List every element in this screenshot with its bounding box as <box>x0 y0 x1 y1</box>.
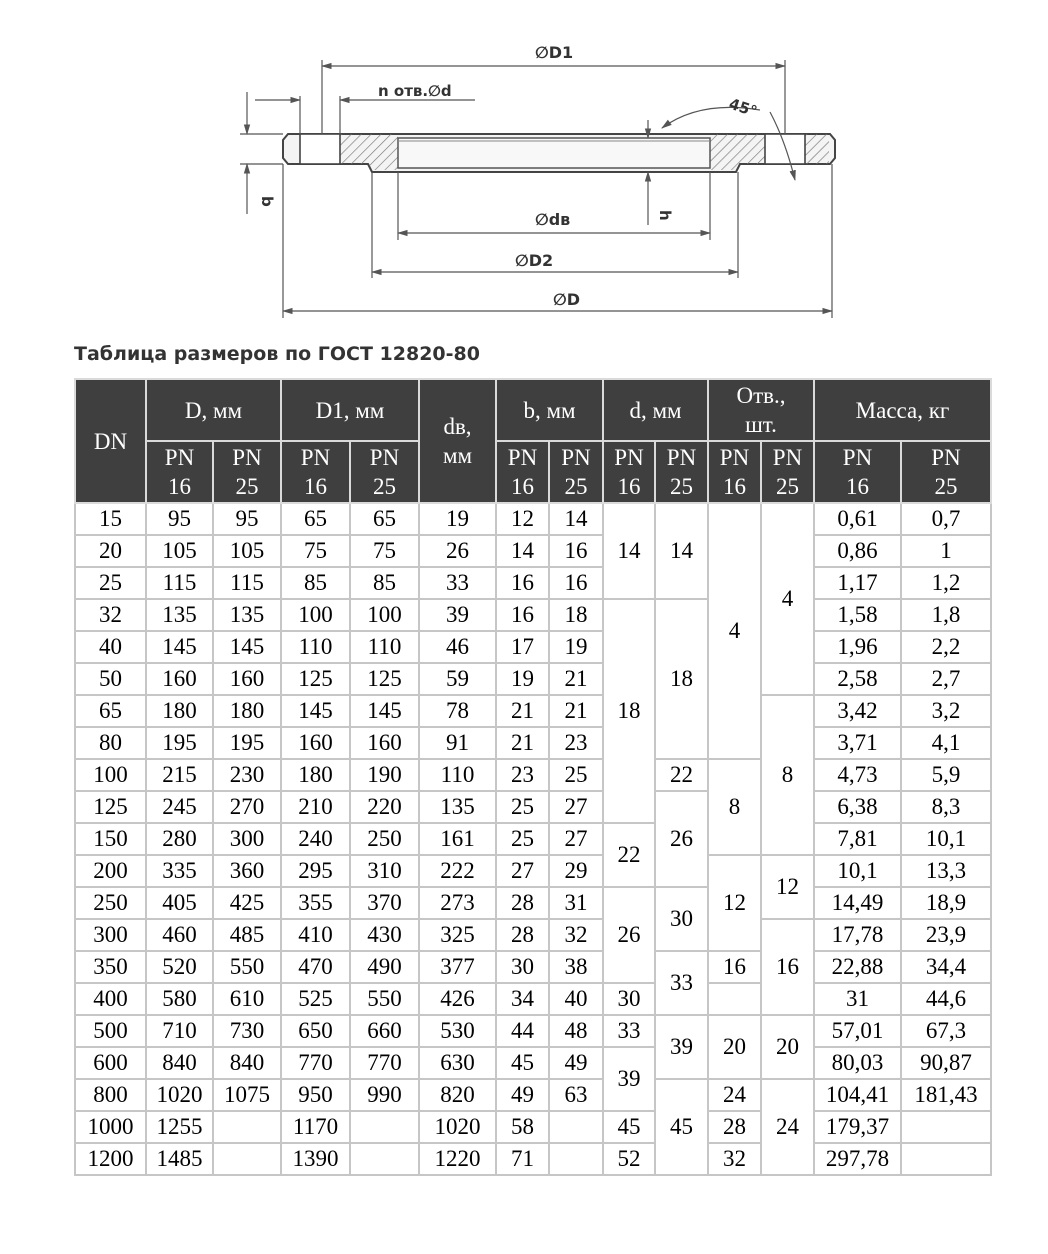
table-cell: 110 <box>281 631 350 663</box>
table-cell: 10,1 <box>901 823 991 855</box>
table-cell: 19 <box>549 631 603 663</box>
table-cell: 520 <box>146 951 213 983</box>
table-cell: 5,9 <box>901 759 991 791</box>
table-cell: 135 <box>213 599 281 631</box>
table-cell: 25 <box>496 823 549 855</box>
table-cell: 1255 <box>146 1111 213 1143</box>
table-cell: 1390 <box>281 1143 350 1175</box>
table-row <box>75 951 991 983</box>
table-title: Таблица размеров по ГОСТ 12820-80 <box>74 343 480 365</box>
table-cell: 230 <box>213 759 281 791</box>
table-cell: 34,4 <box>901 951 991 983</box>
table-cell: 490 <box>350 951 419 983</box>
merged-cell: 18 <box>603 599 655 823</box>
table-cell <box>350 1111 419 1143</box>
table-cell: 1,8 <box>901 599 991 631</box>
table-cell: 14,49 <box>814 887 901 919</box>
table-row <box>75 567 991 599</box>
table-cell: 40 <box>75 631 146 663</box>
table-cell: 180 <box>281 759 350 791</box>
header-dn: DN <box>75 379 146 503</box>
table-cell: 10,1 <box>814 855 901 887</box>
table-cell: 426 <box>419 983 496 1015</box>
table-cell: 65 <box>281 503 350 535</box>
table-cell: 1170 <box>281 1111 350 1143</box>
table-cell: 135 <box>419 791 496 823</box>
table-cell: 1,2 <box>901 567 991 599</box>
table-cell <box>213 1143 281 1175</box>
table-cell: 26 <box>419 535 496 567</box>
merged-cell: 32 <box>708 1143 761 1175</box>
table-cell: 33 <box>419 567 496 599</box>
table-cell: 110 <box>419 759 496 791</box>
table-cell: 67,3 <box>901 1015 991 1047</box>
table-cell: 16 <box>496 567 549 599</box>
table-cell: 65 <box>350 503 419 535</box>
table-cell: 145 <box>281 695 350 727</box>
table-cell: 39 <box>419 599 496 631</box>
table-cell: 19 <box>419 503 496 535</box>
flange-section <box>283 134 835 172</box>
table-cell: 25 <box>496 791 549 823</box>
table-cell: 0,86 <box>814 535 901 567</box>
table-row <box>75 1143 991 1175</box>
table-cell: 410 <box>281 919 350 951</box>
table-cell: 7,81 <box>814 823 901 855</box>
merged-cell: 22 <box>603 823 655 887</box>
table-cell: 30 <box>496 951 549 983</box>
merged-cell: 33 <box>603 1015 655 1047</box>
table-cell: 220 <box>350 791 419 823</box>
table-cell: 65 <box>75 695 146 727</box>
table-cell: 950 <box>281 1079 350 1111</box>
table-row <box>75 983 991 1015</box>
table-cell: 215 <box>146 759 213 791</box>
merged-cell: 24 <box>708 1079 761 1111</box>
table-cell: 3,2 <box>901 695 991 727</box>
table-cell: 200 <box>75 855 146 887</box>
header-pn-25: PN 25 <box>761 441 814 503</box>
table-cell: 48 <box>549 1015 603 1047</box>
merged-cell: 33 <box>655 951 708 1015</box>
table-cell: 28 <box>496 887 549 919</box>
merged-cell: 16 <box>708 951 761 983</box>
table-cell: 400 <box>75 983 146 1015</box>
table-cell: 300 <box>75 919 146 951</box>
bore <box>398 138 710 168</box>
table-cell: 297,78 <box>814 1143 901 1175</box>
table-cell: 15 <box>75 503 146 535</box>
merged-cell: 45 <box>603 1111 655 1143</box>
table-cell: 21 <box>549 663 603 695</box>
table-cell: 1,96 <box>814 631 901 663</box>
table-cell: 23 <box>496 759 549 791</box>
table-cell: 1020 <box>419 1111 496 1143</box>
label-d1: ∅D1 <box>535 43 574 62</box>
table-cell: 3,71 <box>814 727 901 759</box>
table-cell: 273 <box>419 887 496 919</box>
table-row <box>75 503 991 535</box>
table-cell: 27 <box>549 791 603 823</box>
table-cell: 46 <box>419 631 496 663</box>
table-cell: 25 <box>75 567 146 599</box>
table-cell: 75 <box>281 535 350 567</box>
table-cell: 660 <box>350 1015 419 1047</box>
table-cell: 27 <box>549 823 603 855</box>
table-cell: 49 <box>549 1047 603 1079</box>
table-cell: 95 <box>213 503 281 535</box>
merged-cell: 18 <box>655 599 708 759</box>
table-cell: 840 <box>146 1047 213 1079</box>
merged-cell: 12 <box>761 855 814 919</box>
table-cell: 1000 <box>75 1111 146 1143</box>
table-cell: 335 <box>146 855 213 887</box>
table-cell: 179,37 <box>814 1111 901 1143</box>
table-cell: 27 <box>496 855 549 887</box>
table-cell: 2,58 <box>814 663 901 695</box>
merged-cell: 20 <box>761 1015 814 1079</box>
merged-cell: 14 <box>603 503 655 599</box>
table-cell: 2,2 <box>901 631 991 663</box>
table-cell: 91 <box>419 727 496 759</box>
flange-drawing <box>0 0 1048 340</box>
table-cell: 240 <box>281 823 350 855</box>
table-cell: 21 <box>496 727 549 759</box>
table-row <box>75 695 991 727</box>
table-cell: 18 <box>549 599 603 631</box>
table-cell: 34 <box>496 983 549 1015</box>
table-cell: 360 <box>213 855 281 887</box>
table-row <box>75 1111 991 1143</box>
header-mass: Масса, кг <box>814 379 991 441</box>
table-cell: 4,73 <box>814 759 901 791</box>
header-pn-16: PN 16 <box>496 441 549 503</box>
table-cell: 990 <box>350 1079 419 1111</box>
table-cell: 71 <box>496 1143 549 1175</box>
table-cell: 13,3 <box>901 855 991 887</box>
label-angle: 45° <box>726 94 760 121</box>
table-cell <box>549 1143 603 1175</box>
table-cell: 405 <box>146 887 213 919</box>
table-cell: 115 <box>146 567 213 599</box>
merged-cell: 30 <box>655 887 708 951</box>
table-cell: 49 <box>496 1079 549 1111</box>
table-cell: 1485 <box>146 1143 213 1175</box>
table-cell: 0,7 <box>901 503 991 535</box>
table-cell: 145 <box>146 631 213 663</box>
table-cell: 19 <box>496 663 549 695</box>
table-cell: 16 <box>549 535 603 567</box>
table-cell: 600 <box>75 1047 146 1079</box>
table-cell: 32 <box>75 599 146 631</box>
table-cell: 21 <box>549 695 603 727</box>
table-cell: 470 <box>281 951 350 983</box>
header-pn-16: PN 16 <box>281 441 350 503</box>
header-pn-25: PN 25 <box>901 441 991 503</box>
table-cell: 710 <box>146 1015 213 1047</box>
table-cell: 580 <box>146 983 213 1015</box>
table-cell: 75 <box>350 535 419 567</box>
table-cell: 325 <box>419 919 496 951</box>
table-cell: 820 <box>419 1079 496 1111</box>
table-cell: 160 <box>213 663 281 695</box>
table-cell: 485 <box>213 919 281 951</box>
merged-cell: 14 <box>655 503 708 599</box>
table-cell: 1020 <box>146 1079 213 1111</box>
table-cell: 28 <box>496 919 549 951</box>
header-b: b, мм <box>496 379 603 441</box>
table-cell: 222 <box>419 855 496 887</box>
table-cell <box>549 1111 603 1143</box>
table-cell: 6,38 <box>814 791 901 823</box>
table-cell: 730 <box>213 1015 281 1047</box>
table-row <box>75 599 991 631</box>
merged-cell: 45 <box>655 1079 708 1175</box>
table-cell: 2,7 <box>901 663 991 695</box>
merged-cell: 30 <box>603 983 655 1015</box>
table-cell: 115 <box>213 567 281 599</box>
table-cell: 295 <box>281 855 350 887</box>
table-cell: 430 <box>350 919 419 951</box>
table-row <box>75 727 991 759</box>
merged-cell: 52 <box>603 1143 655 1175</box>
table-cell: 1,58 <box>814 599 901 631</box>
label-holes: n отв.∅d <box>378 82 452 100</box>
table-cell: 145 <box>213 631 281 663</box>
label-h: h <box>656 210 674 221</box>
merged-cell: 4 <box>708 503 761 759</box>
table-cell: 245 <box>146 791 213 823</box>
table-cell: 160 <box>146 663 213 695</box>
table-row <box>75 919 991 951</box>
table-cell: 110 <box>350 631 419 663</box>
table-cell <box>901 1143 991 1175</box>
table-cell: 23,9 <box>901 919 991 951</box>
table-cell: 500 <box>75 1015 146 1047</box>
table-cell: 840 <box>213 1047 281 1079</box>
dimensions-table <box>74 378 992 1176</box>
table-cell: 550 <box>350 983 419 1015</box>
table-cell: 80,03 <box>814 1047 901 1079</box>
header-pn-25: PN 25 <box>213 441 281 503</box>
table-cell: 160 <box>350 727 419 759</box>
table-cell: 22,88 <box>814 951 901 983</box>
table-cell: 17 <box>496 631 549 663</box>
table-cell: 377 <box>419 951 496 983</box>
table-cell: 16 <box>549 567 603 599</box>
header-pn-25: PN 25 <box>549 441 603 503</box>
table-cell: 4,1 <box>901 727 991 759</box>
merged-cell: 26 <box>655 791 708 887</box>
merged-cell: 28 <box>708 1111 761 1143</box>
table-cell: 29 <box>549 855 603 887</box>
table-cell: 180 <box>213 695 281 727</box>
table-row <box>75 1079 991 1111</box>
merged-cell: 39 <box>603 1047 655 1111</box>
table-cell: 135 <box>146 599 213 631</box>
table-cell: 21 <box>496 695 549 727</box>
table-cell: 125 <box>350 663 419 695</box>
merged-cell: 39 <box>655 1015 708 1079</box>
table-cell: 105 <box>213 535 281 567</box>
table-cell: 80 <box>75 727 146 759</box>
table-cell: 370 <box>350 887 419 919</box>
table-cell: 57,01 <box>814 1015 901 1047</box>
merged-cell: 26 <box>603 887 655 983</box>
table-cell: 44,6 <box>901 983 991 1015</box>
table-cell: 650 <box>281 1015 350 1047</box>
table-cell: 125 <box>75 791 146 823</box>
table-cell: 20 <box>75 535 146 567</box>
merged-cell <box>708 983 761 1015</box>
table-cell: 195 <box>146 727 213 759</box>
table-cell: 95 <box>146 503 213 535</box>
table-cell: 8,3 <box>901 791 991 823</box>
table-row <box>75 855 991 887</box>
table-cell: 210 <box>281 791 350 823</box>
table-cell: 25 <box>549 759 603 791</box>
table-cell: 530 <box>419 1015 496 1047</box>
bolt-hole-right <box>765 134 805 164</box>
table-cell: 31 <box>814 983 901 1015</box>
table-row <box>75 1015 991 1047</box>
table-cell: 85 <box>350 567 419 599</box>
table-cell: 18,9 <box>901 887 991 919</box>
table-cell: 350 <box>75 951 146 983</box>
table-cell: 59 <box>419 663 496 695</box>
table-cell: 300 <box>213 823 281 855</box>
header-pn-16: PN 16 <box>146 441 213 503</box>
table-cell: 280 <box>146 823 213 855</box>
table-cell: 1,17 <box>814 567 901 599</box>
table-cell: 190 <box>350 759 419 791</box>
table-cell: 100 <box>281 599 350 631</box>
table-cell: 1 <box>901 535 991 567</box>
table-cell: 610 <box>213 983 281 1015</box>
table-cell: 14 <box>496 535 549 567</box>
table-cell: 800 <box>75 1079 146 1111</box>
table-cell: 195 <box>213 727 281 759</box>
header-pn-16: PN 16 <box>814 441 901 503</box>
table-cell: 270 <box>213 791 281 823</box>
table-row <box>75 791 991 823</box>
table-cell: 45 <box>496 1047 549 1079</box>
table-cell: 16 <box>496 599 549 631</box>
table-cell: 161 <box>419 823 496 855</box>
merged-cell: 22 <box>655 759 708 791</box>
table-cell: 31 <box>549 887 603 919</box>
table-cell: 125 <box>281 663 350 695</box>
table-cell: 181,43 <box>901 1079 991 1111</box>
merged-cell: 20 <box>708 1015 761 1079</box>
header-pn-25: PN 25 <box>350 441 419 503</box>
table-cell: 0,61 <box>814 503 901 535</box>
table-cell: 105 <box>146 535 213 567</box>
merged-cell: 8 <box>708 759 761 855</box>
table-cell: 1200 <box>75 1143 146 1175</box>
table-cell: 525 <box>281 983 350 1015</box>
merged-cell: 24 <box>761 1079 814 1175</box>
table-cell: 770 <box>281 1047 350 1079</box>
table-cell: 17,78 <box>814 919 901 951</box>
label-d: ∅D <box>553 290 580 309</box>
table-cell: 1220 <box>419 1143 496 1175</box>
header-pn-16: PN 16 <box>603 441 655 503</box>
table-cell: 150 <box>75 823 146 855</box>
table-cell <box>901 1111 991 1143</box>
table-row <box>75 1047 991 1079</box>
table-cell: 23 <box>549 727 603 759</box>
table-cell: 32 <box>549 919 603 951</box>
table-row <box>75 823 991 855</box>
table-cell: 460 <box>146 919 213 951</box>
table-cell: 250 <box>75 887 146 919</box>
table-row <box>75 759 991 791</box>
table-cell: 100 <box>350 599 419 631</box>
table-cell: 250 <box>350 823 419 855</box>
table-cell: 145 <box>350 695 419 727</box>
header-holes: Отв., шт. <box>708 379 814 441</box>
table-cell: 160 <box>281 727 350 759</box>
table-cell: 630 <box>419 1047 496 1079</box>
table-cell <box>350 1143 419 1175</box>
label-b: b <box>258 196 276 207</box>
header-pn-16: PN 16 <box>708 441 761 503</box>
table-cell: 355 <box>281 887 350 919</box>
table-row <box>75 631 991 663</box>
table-cell: 100 <box>75 759 146 791</box>
table-cell: 50 <box>75 663 146 695</box>
header-d: D, мм <box>146 379 281 441</box>
table-cell: 770 <box>350 1047 419 1079</box>
table-cell: 1075 <box>213 1079 281 1111</box>
header-d-holes: d, мм <box>603 379 708 441</box>
header-d1: D1, мм <box>281 379 419 441</box>
table-cell: 44 <box>496 1015 549 1047</box>
table-cell: 58 <box>496 1111 549 1143</box>
table-cell: 63 <box>549 1079 603 1111</box>
table-row <box>75 663 991 695</box>
merged-cell: 8 <box>761 695 814 855</box>
header-dv: dв, мм <box>419 379 496 503</box>
table-cell: 12 <box>496 503 549 535</box>
table-cell: 550 <box>213 951 281 983</box>
header-pn-25: PN 25 <box>655 441 708 503</box>
table-row <box>75 535 991 567</box>
merged-cell: 4 <box>761 503 814 695</box>
table-cell: 425 <box>213 887 281 919</box>
table-cell: 104,41 <box>814 1079 901 1111</box>
table-cell: 3,42 <box>814 695 901 727</box>
bolt-hole-left <box>300 134 340 164</box>
label-d2: ∅D2 <box>515 251 554 270</box>
table-cell: 90,87 <box>901 1047 991 1079</box>
table-cell: 310 <box>350 855 419 887</box>
table-cell: 85 <box>281 567 350 599</box>
table-row <box>75 887 991 919</box>
table-cell: 38 <box>549 951 603 983</box>
merged-cell: 16 <box>761 919 814 1015</box>
label-dv: ∅dв <box>535 210 571 229</box>
table-cell <box>213 1111 281 1143</box>
table-cell: 40 <box>549 983 603 1015</box>
table-cell: 180 <box>146 695 213 727</box>
table-cell: 14 <box>549 503 603 535</box>
merged-cell: 12 <box>708 855 761 951</box>
table-cell: 78 <box>419 695 496 727</box>
